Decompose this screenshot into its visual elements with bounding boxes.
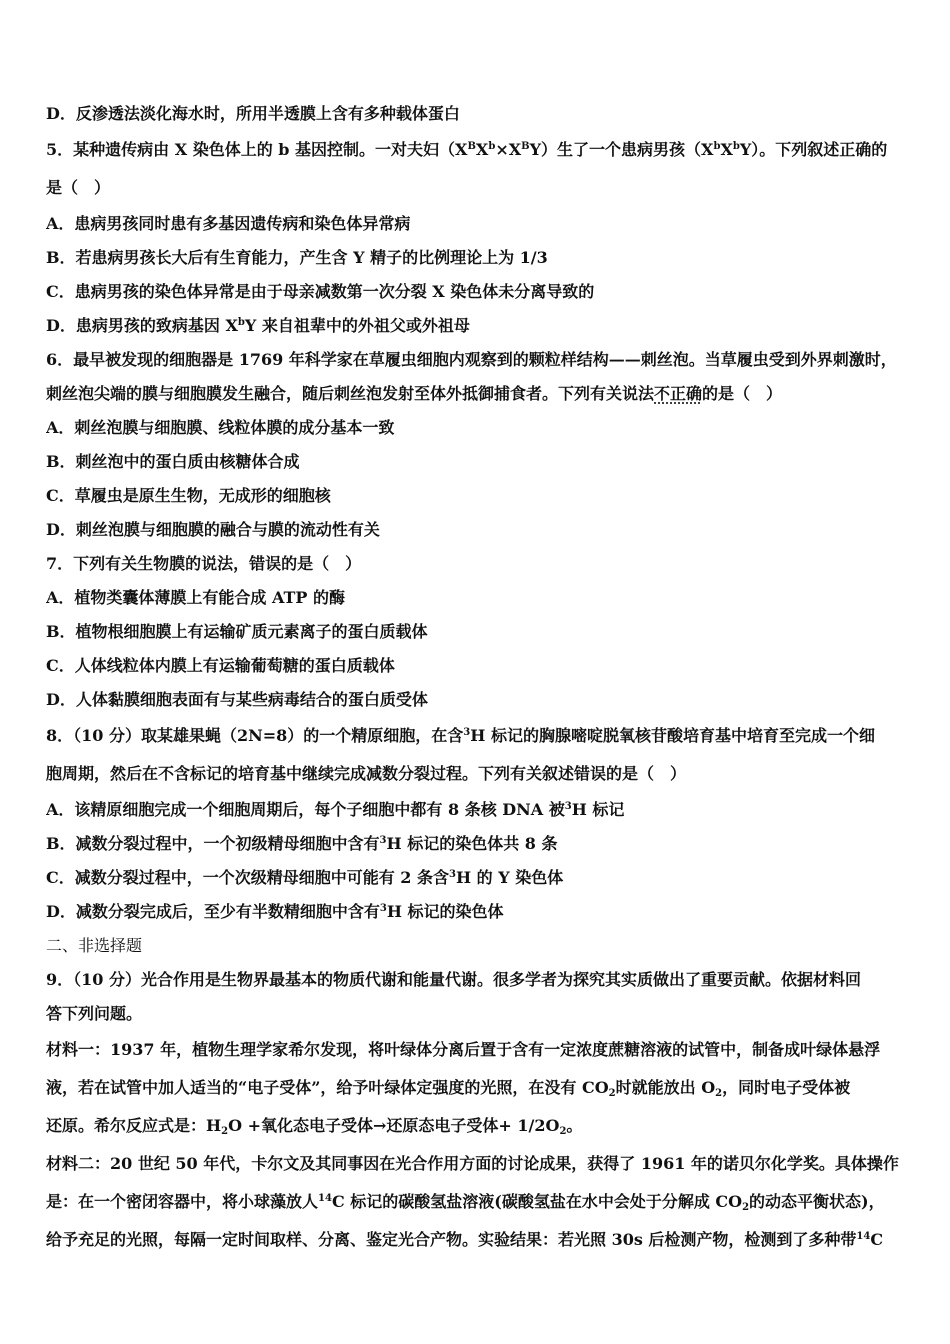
q5-stem-text: Y）。下列叙述正确的	[739, 140, 888, 159]
q6-stem-text: 的是（ ）	[702, 384, 783, 403]
section-title-text: 二、非选择题	[46, 936, 143, 955]
q9-material2-text: C 标记的碳酸氢盐溶液(碳酸氢盐在水中会处于分解成 CO	[331, 1192, 743, 1211]
q7-option-d	[46, 683, 908, 717]
superscript: 3	[379, 903, 387, 914]
q9-material1-text: 时就能放出 O	[615, 1078, 716, 1097]
q5-stem-text: 是（ ）	[46, 178, 111, 197]
q9-material2-line3	[46, 1221, 908, 1259]
superscript: b	[713, 141, 721, 152]
q9-material1-text: 。	[566, 1116, 583, 1135]
q9-material1-text: 还原。希尔反应式是：H	[46, 1116, 222, 1135]
q5-option-c-text: C．患病男孩的染色体异常是由于母亲减数第一次分裂 X 染色体未分离导致的	[46, 282, 595, 301]
q6-option-c-text: C．草履虫是原生生物，无成形的细胞核	[46, 486, 331, 505]
q7-option-c-text: C．人体线粒体内膜上有运输葡萄糖的蛋白质载体	[46, 656, 395, 675]
q7-option-d-text: D．人体黏膜细胞表面有与某些病毒结合的蛋白质受体	[46, 690, 428, 709]
q8-option-d-text: H 标记的染色体	[386, 902, 504, 921]
superscript: B	[467, 141, 476, 152]
q7-option-b	[46, 615, 908, 649]
q5-option-d-text: D．患病男孩的致病基因 X	[46, 316, 238, 335]
q9-material2-text: 是：在一个密闭容器中，将小球藻放人	[46, 1192, 319, 1211]
superscript: b	[237, 317, 245, 328]
q5-option-d	[46, 309, 908, 343]
q9-stem-line2	[46, 997, 908, 1031]
q5-stem-text: X	[475, 140, 489, 159]
superscript: b	[488, 141, 496, 152]
q6-stem-line1	[46, 343, 908, 377]
q7-option-a	[46, 581, 908, 615]
q9-material1-text: O +氧化态电子受体→还原态电子受体+ 1/2O	[228, 1116, 560, 1135]
q8-stem-text: H 标记的胸腺嘧啶脱氧核苷酸培育基中培育至完成一个细	[470, 726, 875, 745]
q5-option-a	[46, 207, 908, 241]
emphasis-not-correct: 不正确	[654, 384, 703, 403]
superscript: 3	[379, 835, 387, 846]
q8-option-d	[46, 895, 908, 929]
superscript: 14	[318, 1193, 332, 1204]
q5-option-a-text: A．患病男孩同时患有多基因遗传病和染色体异常病	[46, 214, 411, 233]
q9-stem-text: 答下列问题。	[46, 1004, 143, 1023]
q9-material1-text: 材料一：1937 年，植物生理学家希尔发现，将叶绿体分离后置于含有一定浓度蔗糖溶液的试管中，制备成叶绿体悬浮	[46, 1040, 881, 1059]
q9-material1-text: ，同时电子受体被	[722, 1078, 851, 1097]
q4-option-d-text: D．反渗透法淡化海水时，所用半透膜上含有多种载体蛋白	[46, 104, 460, 123]
q9-material1-line2	[46, 1069, 908, 1107]
q8-stem-text: 8．（10 分）取某雄果蝇（2N=8）的一个精原细胞，在含	[46, 726, 464, 745]
q9-material2-text: 的动态平衡状态)，	[749, 1192, 885, 1211]
q5-option-b-text: B．若患病男孩长大后有生育能力，产生含 Y 精子的比例理论上为 1/3	[46, 248, 548, 267]
q9-stem-line1	[46, 963, 908, 997]
q7-option-c	[46, 649, 908, 683]
q6-option-b	[46, 445, 908, 479]
q8-option-a	[46, 793, 908, 827]
q8-option-c	[46, 861, 908, 895]
q8-option-c-text: H 的 Y 染色体	[455, 868, 564, 887]
q8-stem-line2	[46, 755, 908, 793]
q6-stem-text: 6．最早被发现的细胞器是 1769 年科学家在草履虫细胞内观察到的颗粒样结构——刺丝泡。当草履虫受到外界刺激时，	[46, 350, 897, 369]
q8-option-b	[46, 827, 908, 861]
q7-option-b-text: B．植物根细胞膜上有运输矿质元素离子的蛋白质载体	[46, 622, 428, 641]
q8-option-d-text: D．减数分裂完成后，至少有半数精细胞中含有	[46, 902, 380, 921]
subscript: 2	[715, 1088, 723, 1099]
q5-option-b	[46, 241, 908, 275]
q9-material2-text: C	[870, 1230, 884, 1249]
superscript: b	[732, 141, 740, 152]
q6-option-c	[46, 479, 908, 513]
subscript: 2	[559, 1126, 567, 1137]
superscript: 14	[856, 1231, 871, 1242]
q6-option-b-text: B．刺丝泡中的蛋白质由核糖体合成	[46, 452, 300, 471]
q8-option-b-text: H 标记的染色体共 8 条	[386, 834, 558, 853]
q6-stem-line2	[46, 377, 908, 411]
q9-material2-text: 材料二：20 世纪 50 年代，卡尔文及其同事因在光合作用方面的讨论成果，获得了 1961 年的诺贝尔化学奖。具体操作	[46, 1154, 899, 1173]
q5-stem-line1	[46, 131, 908, 169]
q6-option-a-text: A．刺丝泡膜与细胞膜、线粒体膜的成分基本一致	[46, 418, 395, 437]
q8-stem-text: 胞周期，然后在不含标记的培育基中继续完成减数分裂过程。下列有关叙述错误的是（ ）	[46, 764, 687, 783]
q6-option-d-text: D．刺丝泡膜与细胞膜的融合与膜的流动性有关	[46, 520, 380, 539]
q5-option-c	[46, 275, 908, 309]
subscript: 2	[608, 1088, 616, 1099]
q5-stem-line2	[46, 169, 908, 207]
q9-material2-line1	[46, 1145, 908, 1183]
q6-stem-text: 刺丝泡尖端的膜与细胞膜发生融合，随后刺丝泡发射至体外抵御捕食者。下列有关说法	[46, 384, 655, 403]
section-title	[46, 929, 908, 963]
q5-stem-text: Y）生了一个患病男孩（X	[529, 140, 714, 159]
q5-stem-text: 5．某种遗传病由 X 染色体上的 b 基因控制。一对夫妇（X	[46, 140, 468, 159]
q9-material1-line3	[46, 1107, 908, 1145]
q7-option-a-text: A．植物类囊体薄膜上有能合成 ATP 的酶	[46, 588, 346, 607]
subscript: 2	[742, 1202, 750, 1213]
superscript: 3	[463, 727, 471, 738]
q9-stem-text: 9．（10 分）光合作用是生物界最基本的物质代谢和能量代谢。很多学者为探究其实质做出了重要贡献。依据材料回	[46, 970, 861, 989]
q5-stem-text: ×X	[495, 140, 522, 159]
q8-option-a-text: H 标记	[571, 800, 625, 819]
q8-option-c-text: C．减数分裂过程中，一个次级精母细胞中可能有 2 条含	[46, 868, 450, 887]
q4-option-d	[46, 97, 908, 131]
q8-option-a-text: A．该精原细胞完成一个细胞周期后，每个子细胞中都有 8 条核 DNA 被	[46, 800, 565, 819]
subscript: 2	[221, 1126, 229, 1137]
q6-option-a	[46, 411, 908, 445]
q9-material2-text: 给予充足的光照，每隔一定时间取样、分离、鉴定光合产物。实验结果：若光照 30s 后检测产物，检测到了多种带	[46, 1230, 857, 1249]
q5-option-d-text: Y 来自祖辈中的外祖父或外祖母	[244, 316, 470, 335]
superscript: 3	[449, 869, 456, 880]
q8-option-b-text: B．减数分裂过程中，一个初级精母细胞中含有	[46, 834, 380, 853]
q7-stem	[46, 547, 908, 581]
q7-stem-text: 7．下列有关生物膜的说法，错误的是（ ）	[46, 554, 362, 573]
q9-material1-line1	[46, 1031, 908, 1069]
q5-stem-text: X	[720, 140, 733, 159]
superscript: 3	[564, 801, 572, 812]
q9-material1-text: 液，若在试管中加人适当的“电子受体”，给予叶绿体定强度的光照，在没有 CO	[46, 1078, 609, 1097]
superscript: B	[521, 141, 530, 152]
q8-stem-line1	[46, 717, 908, 755]
q9-material2-line2	[46, 1183, 908, 1221]
q6-option-d	[46, 513, 908, 547]
